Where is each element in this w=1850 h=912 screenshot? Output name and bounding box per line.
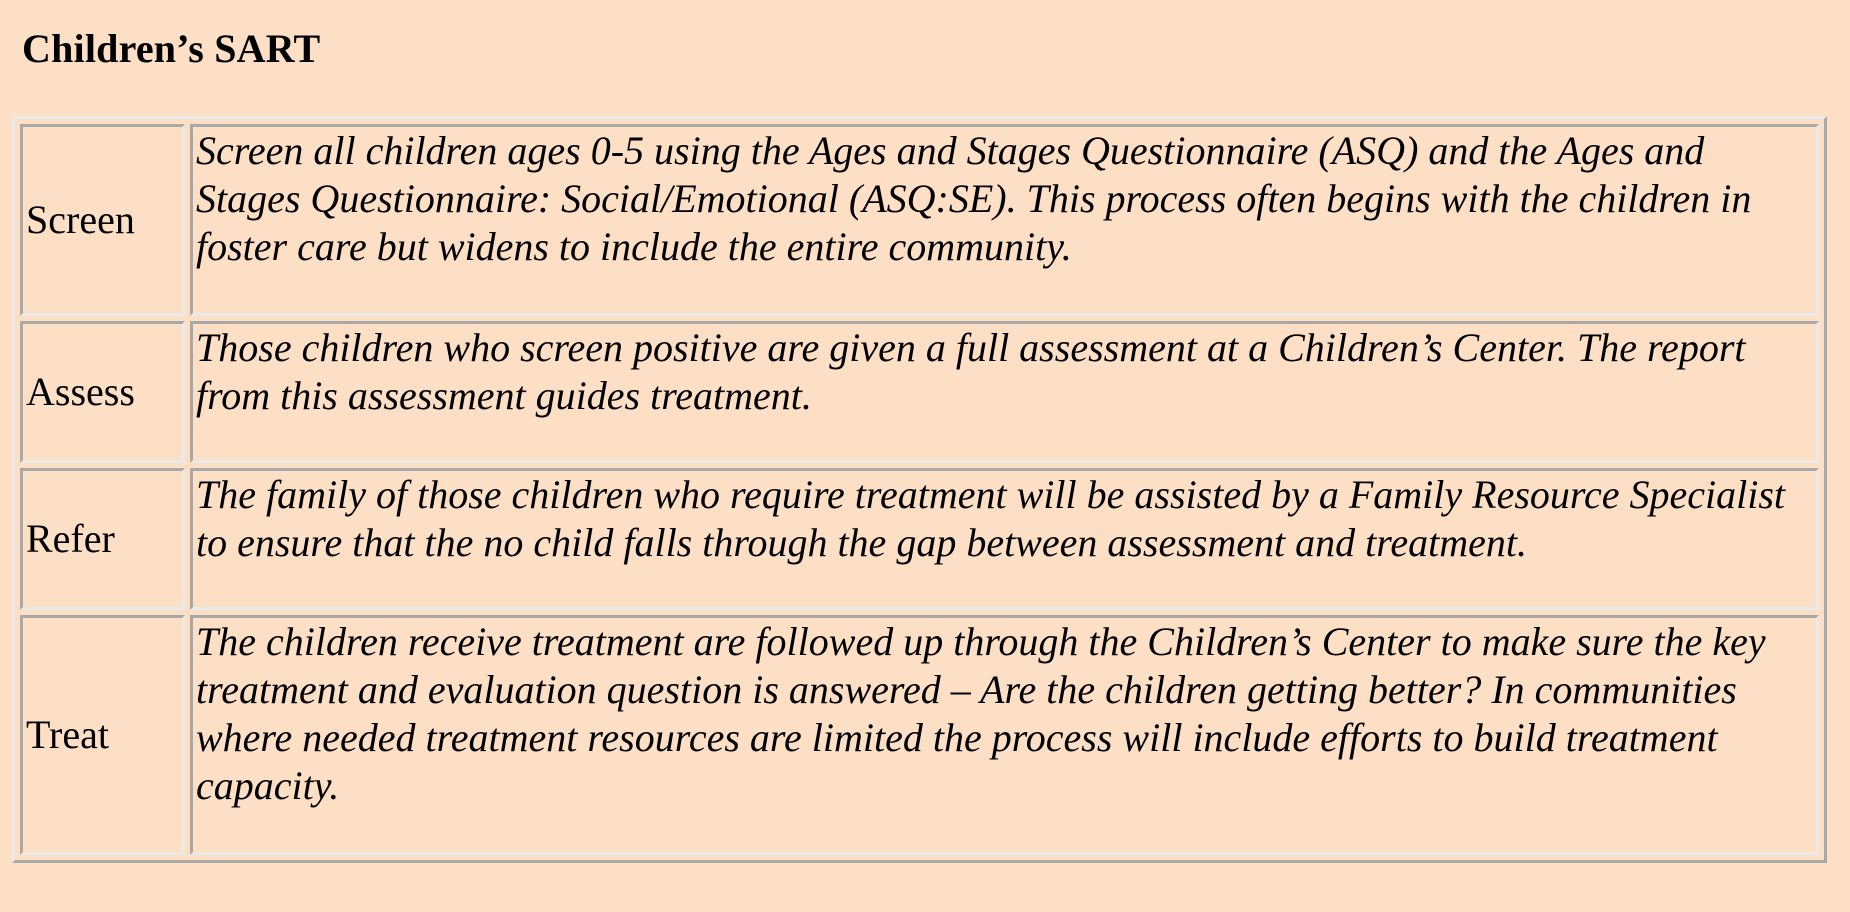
sart-steps-table bbox=[12, 116, 1827, 863]
step-description-screen: Screen all children ages 0-5 using the Ages and Stages Questionnaire (ASQ) and the Ages and Stages Questionnaire: Social/Emotional (ASQ:SE). This process often begins with the children in foster care but widens to include the entire community. bbox=[190, 124, 1819, 316]
step-description-treat: The children receive treatment are followed up through the Children’s Center to make sure the key treatment and evaluation question is answered – Are the children getting better? In communities where needed treatment resources are limited the process will include efforts to build treatment capacity. bbox=[190, 615, 1819, 855]
step-label-treat: Treat bbox=[20, 615, 185, 855]
step-label-screen: Screen bbox=[20, 124, 185, 316]
page-title: Children’s SART bbox=[22, 26, 321, 71]
table-row bbox=[20, 468, 1819, 610]
step-description-refer: The family of those children who require treatment will be assisted by a Family Resource Specialist to ensure that the no child falls through the gap between assessment and treatment. bbox=[190, 468, 1819, 610]
table-row bbox=[20, 321, 1819, 463]
step-label-refer: Refer bbox=[20, 468, 185, 610]
step-label-assess: Assess bbox=[20, 321, 185, 463]
table-row bbox=[20, 124, 1819, 316]
step-description-assess: Those children who screen positive are given a full assessment at a Children’s Center. The report from this assessment guides treatment. bbox=[190, 321, 1819, 463]
table-row bbox=[20, 615, 1819, 855]
